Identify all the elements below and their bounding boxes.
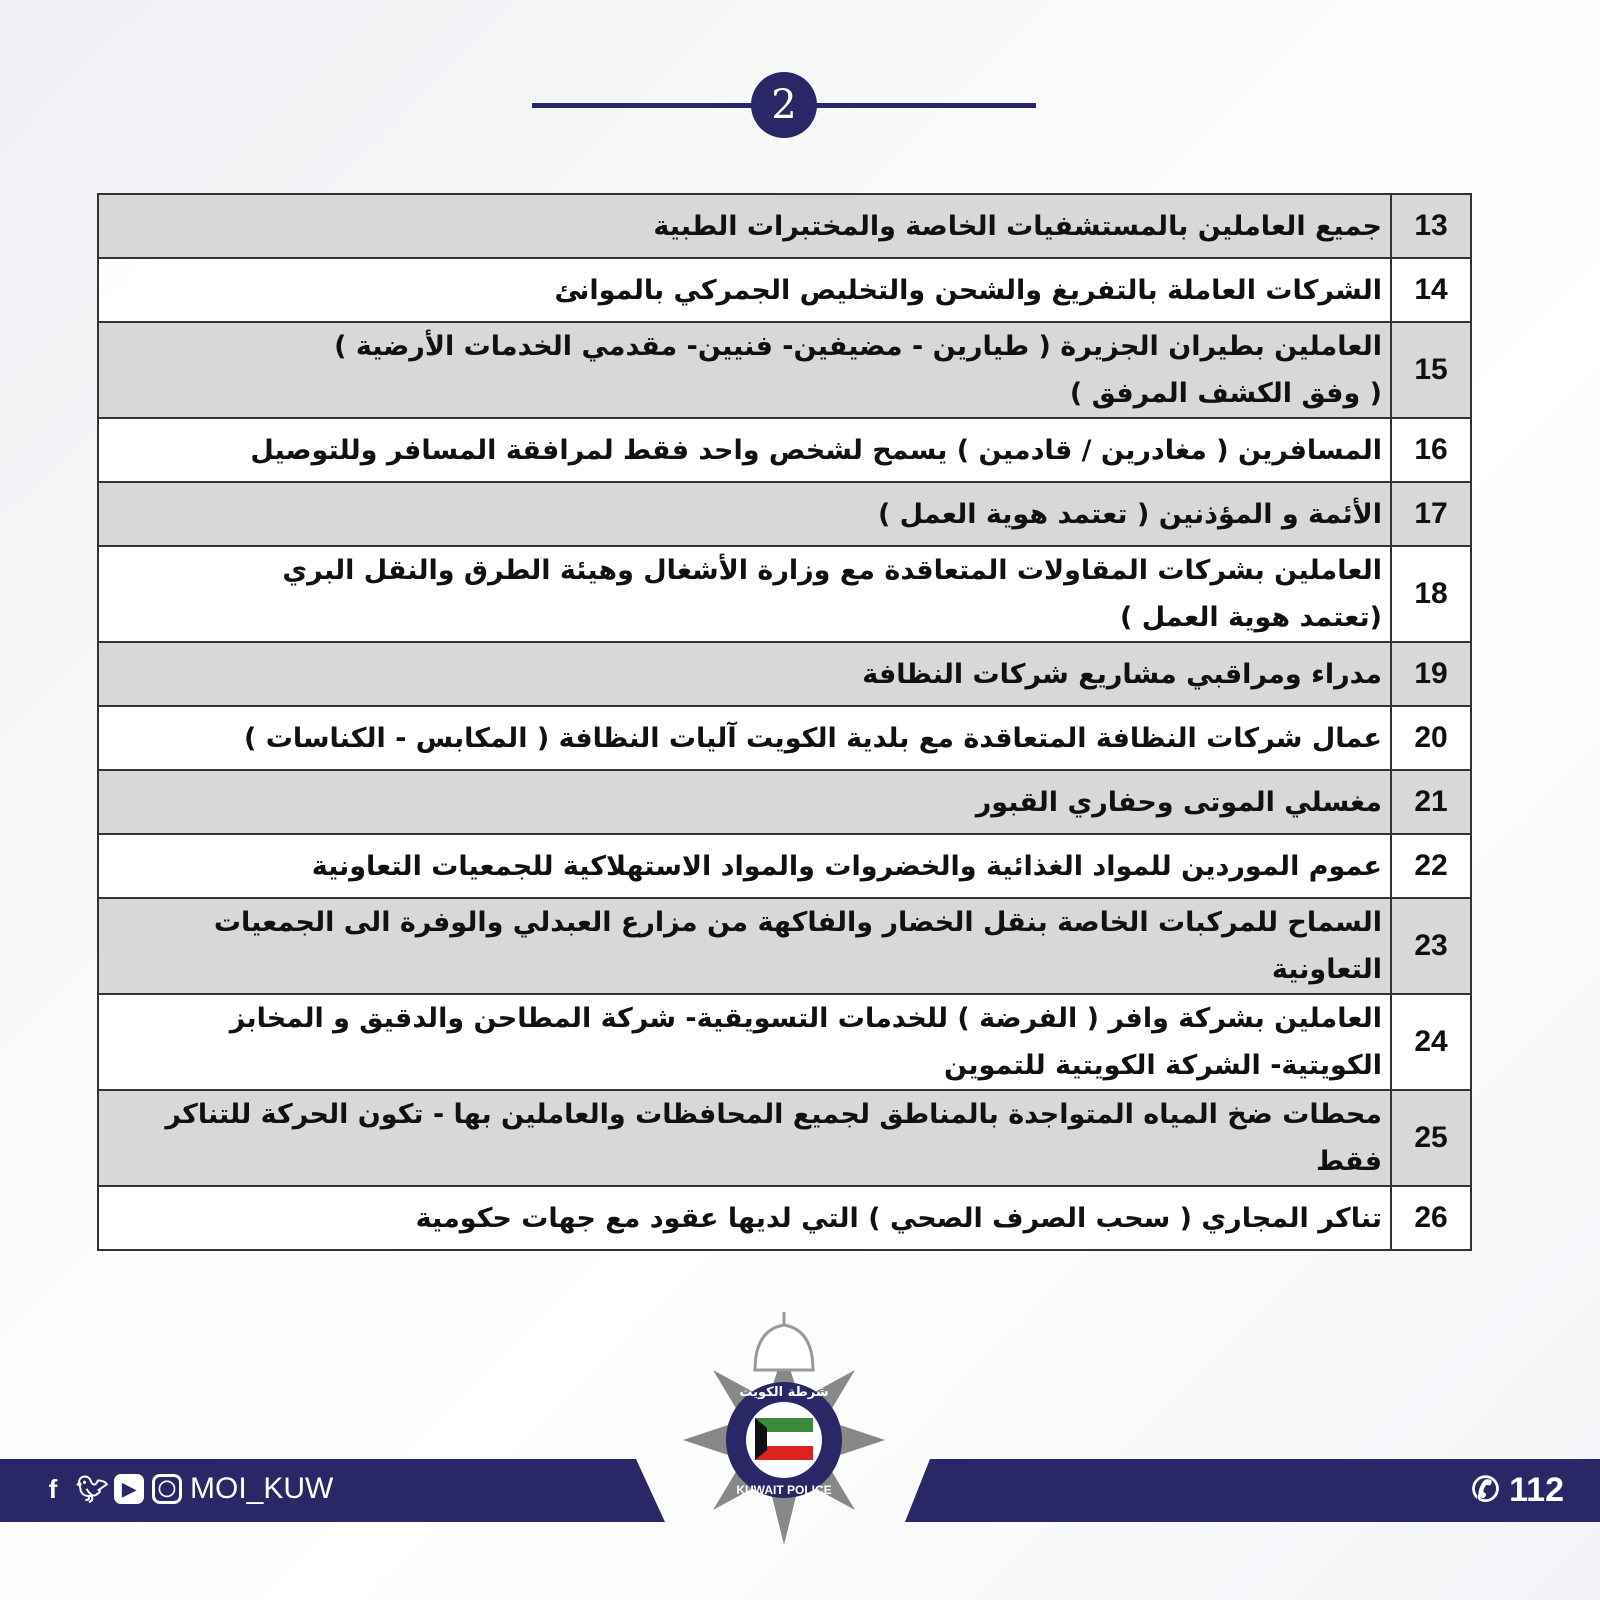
row-number: 16 [1391, 418, 1471, 482]
row-number: 17 [1391, 482, 1471, 546]
kuwait-police-logo [675, 1310, 893, 1550]
row-description [98, 642, 1391, 706]
row-number: 21 [1391, 770, 1471, 834]
row-number: 23 [1391, 898, 1471, 994]
description-line: الكويتية- الشركة الكويتية للتموين [944, 1050, 1382, 1081]
table-row [98, 194, 1471, 258]
row-description [98, 418, 1391, 482]
description-line: مدراء ومراقبي مشاريع شركات النظافة [862, 658, 1382, 690]
row-description [98, 322, 1391, 418]
description-line: العاملين بشركات المقاولات المتعاقدة مع وزارة الأشغال وهيئة الطرق والنقل البري [282, 555, 1382, 586]
row-description [98, 546, 1391, 642]
row-description [98, 706, 1391, 770]
description-line: المسافرين ( مغادرين / قادمين ) يسمح لشخص واحد فقط لمرافقة المسافر وللتوصيل [250, 434, 1382, 466]
phone-number: 112 [1509, 1471, 1564, 1509]
row-number: 24 [1391, 994, 1471, 1090]
row-description [98, 482, 1391, 546]
table-row [98, 322, 1471, 418]
phone-icon: ✆ [1471, 1471, 1510, 1509]
social-links [38, 1472, 333, 1506]
table-row [98, 482, 1471, 546]
row-number: 13 [1391, 194, 1471, 258]
table-row [98, 834, 1471, 898]
row-number: 25 [1391, 1090, 1471, 1186]
row-description [98, 194, 1391, 258]
row-number: 14 [1391, 258, 1471, 322]
social-handle[interactable]: MOI_KUW [190, 1472, 334, 1505]
row-description [98, 994, 1391, 1090]
row-description [98, 898, 1391, 994]
table-row [98, 770, 1471, 834]
description-line: التعاونية [1271, 954, 1382, 985]
logo-arabic-text: شرطة الكويت [739, 1385, 829, 1400]
description-line: مغسلي الموتى وحفاري القبور [975, 786, 1382, 818]
table-row [98, 418, 1471, 482]
emergency-phone [1471, 1470, 1564, 1510]
row-number: 15 [1391, 322, 1471, 418]
row-number: 26 [1391, 1186, 1471, 1250]
description-line: السماح للمركبات الخاصة بنقل الخضار والفاكهة من مزارع العبدلي والوفرة الى الجمعيات [213, 907, 1382, 938]
description-line: (تعتمد هوية العمل ) [1120, 602, 1382, 633]
twitter-icon[interactable]: 🐦︎ [76, 1474, 110, 1504]
row-number: 19 [1391, 642, 1471, 706]
table-row [98, 258, 1471, 322]
row-description [98, 834, 1391, 898]
description-line: ( وفق الكشف المرفق ) [1069, 378, 1382, 409]
youtube-icon[interactable]: ▶ [114, 1474, 144, 1504]
description-line: تناكر المجاري ( سحب الصرف الصحي ) التي لديها عقود مع جهات حكومية [415, 1202, 1382, 1234]
description-line: الأئمة و المؤذنين ( تعتمد هوية العمل ) [877, 498, 1382, 530]
description-line: عموم الموردين للمواد الغذائية والخضروات والمواد الاستهلاكية للجمعيات التعاونية [311, 850, 1382, 882]
row-description [98, 770, 1391, 834]
instagram-icon[interactable]: ◯ [152, 1474, 182, 1504]
description-line: العاملين بطيران الجزيرة ( طيارين - مضيفين- فنيين- مقدمي الخدمات الأرضية ) [334, 331, 1382, 362]
row-description [98, 1090, 1391, 1186]
facebook-icon[interactable]: f [48, 1474, 58, 1504]
table-row [98, 1090, 1471, 1186]
table-row [98, 706, 1471, 770]
row-description [98, 258, 1391, 322]
table-row [98, 994, 1471, 1090]
table-row [98, 546, 1471, 642]
table-row [98, 642, 1471, 706]
table-row [98, 1186, 1471, 1250]
description-line: عمال شركات النظافة المتعاقدة مع بلدية الكويت آليات النظافة ( المكابس - الكناسات ) [243, 722, 1382, 754]
logo-english-text: KUWAIT POLICE [736, 1483, 832, 1497]
description-line: جميع العاملين بالمستشفيات الخاصة والمختبرات الطبية [653, 210, 1382, 242]
row-number: 20 [1391, 706, 1471, 770]
permits-table [97, 193, 1472, 1251]
description-line: الشركات العاملة بالتفريغ والشحن والتخليص الجمركي بالموانئ [554, 274, 1382, 306]
row-number: 18 [1391, 546, 1471, 642]
row-number: 22 [1391, 834, 1471, 898]
description-line: محطات ضخ المياه المتواجدة بالمناطق لجميع المحافظات والعاملين بها - تكون الحركة للتناكر [165, 1099, 1382, 1130]
page-number: 2 [751, 72, 817, 138]
table-row [98, 898, 1471, 994]
description-line: العاملين بشركة وافر ( الفرضة ) للخدمات التسويقية- شركة المطاحن والدقيق و المخابز [229, 1003, 1382, 1034]
description-line: فقط [1315, 1146, 1382, 1177]
row-description [98, 1186, 1391, 1250]
